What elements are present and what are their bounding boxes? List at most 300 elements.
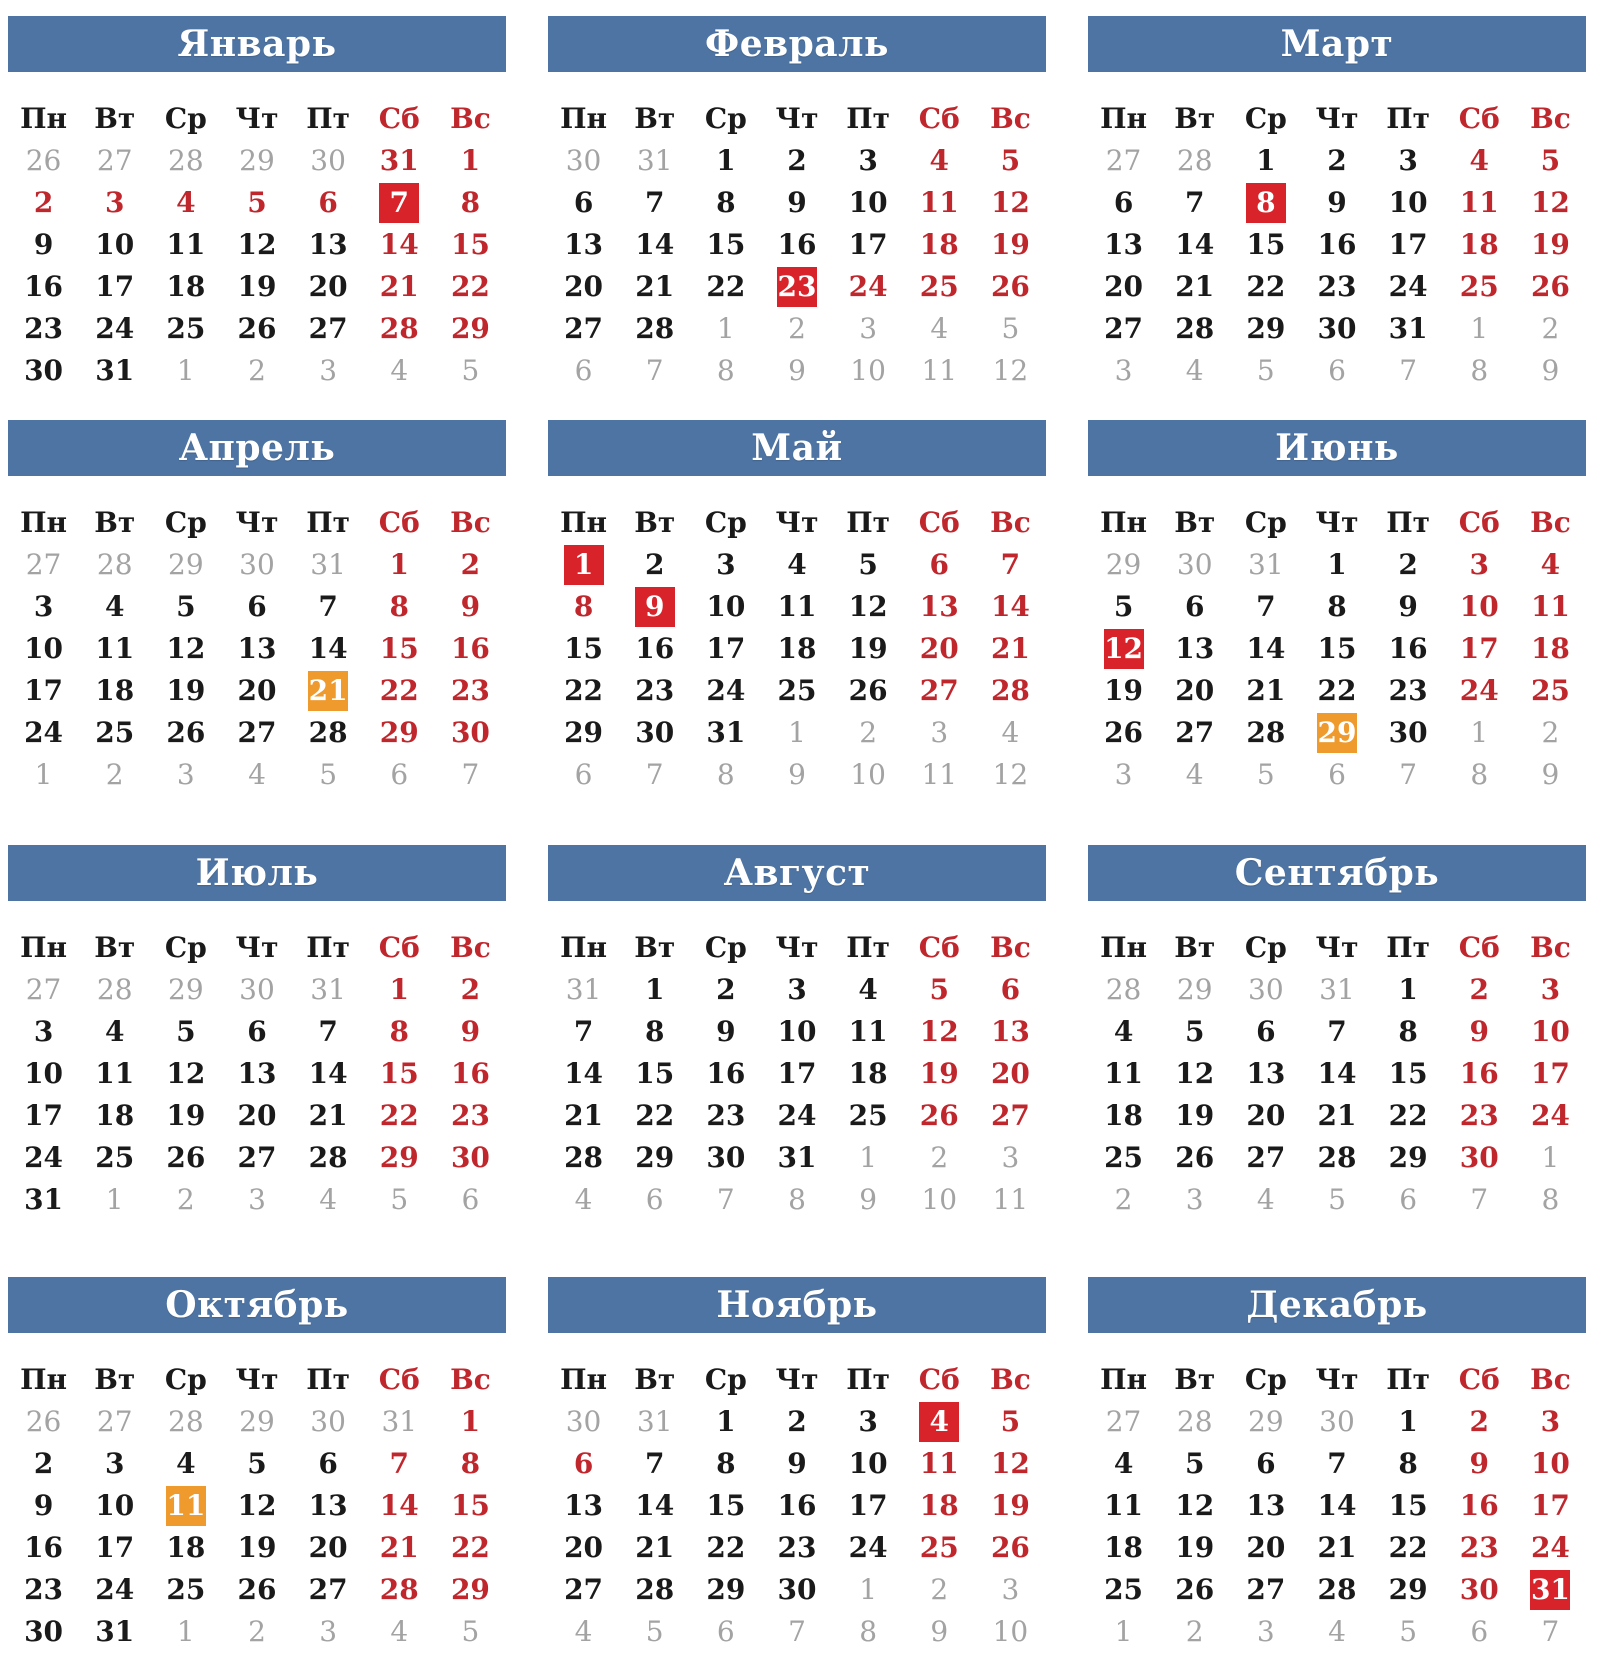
day-cell[interactable] <box>619 1611 690 1653</box>
day-cell[interactable] <box>79 628 150 670</box>
day-cell[interactable] <box>761 1485 832 1527</box>
day-cell[interactable] <box>833 1095 904 1137</box>
day-cell[interactable] <box>690 628 761 670</box>
day-cell[interactable] <box>293 544 364 586</box>
day-cell[interactable] <box>1515 1485 1586 1527</box>
day-cell[interactable] <box>150 1095 221 1137</box>
day-cell[interactable] <box>293 1485 364 1527</box>
day-cell[interactable] <box>1444 1443 1515 1485</box>
day-cell[interactable] <box>1230 350 1301 392</box>
day-cell[interactable] <box>1444 350 1515 392</box>
day-cell[interactable] <box>8 586 79 628</box>
day-cell[interactable] <box>1088 754 1159 796</box>
day-cell[interactable] <box>293 1443 364 1485</box>
day-cell[interactable] <box>1301 140 1372 182</box>
day-cell[interactable] <box>364 1401 435 1443</box>
day-cell[interactable] <box>1088 1401 1159 1443</box>
day-cell[interactable] <box>221 544 292 586</box>
day-cell[interactable] <box>1159 1611 1230 1653</box>
day-cell[interactable] <box>1444 1527 1515 1569</box>
day-cell[interactable] <box>1088 1179 1159 1221</box>
day-cell[interactable] <box>761 969 832 1011</box>
day-cell[interactable] <box>1373 1053 1444 1095</box>
day-cell[interactable] <box>150 1611 221 1653</box>
day-cell[interactable] <box>761 140 832 182</box>
day-cell[interactable] <box>1301 969 1372 1011</box>
day-cell[interactable] <box>904 544 975 586</box>
day-cell[interactable] <box>1373 350 1444 392</box>
day-cell[interactable] <box>1088 1095 1159 1137</box>
day-cell[interactable] <box>1444 712 1515 754</box>
day-cell[interactable] <box>690 1011 761 1053</box>
day-cell[interactable] <box>833 1137 904 1179</box>
day-cell[interactable] <box>221 1443 292 1485</box>
day-cell[interactable] <box>619 140 690 182</box>
day-cell[interactable] <box>79 1611 150 1653</box>
day-cell[interactable] <box>435 712 506 754</box>
day-cell[interactable] <box>150 969 221 1011</box>
day-cell[interactable] <box>1159 754 1230 796</box>
day-cell[interactable] <box>1230 1485 1301 1527</box>
day-cell[interactable] <box>1301 1611 1372 1653</box>
day-cell[interactable] <box>975 350 1046 392</box>
day-cell[interactable] <box>1301 1011 1372 1053</box>
day-cell[interactable] <box>293 182 364 224</box>
day-cell[interactable] <box>1301 628 1372 670</box>
day-cell[interactable] <box>1301 182 1372 224</box>
day-cell[interactable] <box>619 628 690 670</box>
day-cell[interactable] <box>1159 1401 1230 1443</box>
day-cell[interactable] <box>833 1401 904 1443</box>
day-cell[interactable] <box>1230 182 1301 224</box>
day-cell[interactable] <box>833 182 904 224</box>
day-cell[interactable] <box>1444 754 1515 796</box>
day-cell[interactable] <box>1515 1527 1586 1569</box>
day-cell[interactable] <box>79 308 150 350</box>
day-cell[interactable] <box>1515 1053 1586 1095</box>
day-cell[interactable] <box>761 670 832 712</box>
day-cell[interactable] <box>975 969 1046 1011</box>
day-cell[interactable] <box>975 1011 1046 1053</box>
day-cell[interactable] <box>8 1011 79 1053</box>
day-cell[interactable] <box>1301 224 1372 266</box>
day-cell[interactable] <box>221 628 292 670</box>
day-cell[interactable] <box>1373 308 1444 350</box>
day-cell[interactable] <box>690 308 761 350</box>
day-cell[interactable] <box>221 969 292 1011</box>
day-cell[interactable] <box>1373 754 1444 796</box>
day-cell[interactable] <box>293 140 364 182</box>
day-cell[interactable] <box>1230 224 1301 266</box>
day-cell[interactable] <box>833 1053 904 1095</box>
day-cell[interactable] <box>548 1401 619 1443</box>
day-cell[interactable] <box>619 712 690 754</box>
day-cell[interactable] <box>761 308 832 350</box>
day-cell[interactable] <box>975 670 1046 712</box>
day-cell[interactable] <box>8 628 79 670</box>
day-cell[interactable] <box>690 350 761 392</box>
day-cell[interactable] <box>435 1401 506 1443</box>
day-cell[interactable] <box>364 1611 435 1653</box>
day-cell[interactable] <box>761 224 832 266</box>
day-cell[interactable] <box>1159 969 1230 1011</box>
day-cell[interactable] <box>1230 1179 1301 1221</box>
day-cell[interactable] <box>435 1053 506 1095</box>
day-cell[interactable] <box>548 670 619 712</box>
day-cell[interactable] <box>1373 266 1444 308</box>
day-cell[interactable] <box>1159 266 1230 308</box>
day-cell[interactable] <box>975 224 1046 266</box>
day-cell[interactable] <box>975 754 1046 796</box>
day-cell[interactable] <box>975 182 1046 224</box>
day-cell[interactable] <box>79 544 150 586</box>
day-cell[interactable] <box>690 1095 761 1137</box>
day-cell[interactable] <box>8 1137 79 1179</box>
day-cell[interactable] <box>975 712 1046 754</box>
day-cell[interactable] <box>904 1011 975 1053</box>
day-cell[interactable] <box>1444 140 1515 182</box>
day-cell[interactable] <box>761 1443 832 1485</box>
day-cell[interactable] <box>221 224 292 266</box>
day-cell[interactable] <box>904 712 975 754</box>
day-cell[interactable] <box>221 712 292 754</box>
day-cell[interactable] <box>1301 1401 1372 1443</box>
day-cell[interactable] <box>904 308 975 350</box>
day-cell[interactable] <box>975 266 1046 308</box>
day-cell[interactable] <box>548 140 619 182</box>
day-cell[interactable] <box>904 586 975 628</box>
day-cell[interactable] <box>1515 969 1586 1011</box>
day-cell[interactable] <box>619 1401 690 1443</box>
day-cell[interactable] <box>833 1485 904 1527</box>
day-cell[interactable] <box>79 969 150 1011</box>
day-cell[interactable] <box>904 1179 975 1221</box>
day-cell[interactable] <box>1159 628 1230 670</box>
day-cell[interactable] <box>150 1485 221 1527</box>
day-cell[interactable] <box>904 754 975 796</box>
day-cell[interactable] <box>435 670 506 712</box>
day-cell[interactable] <box>1159 1443 1230 1485</box>
day-cell[interactable] <box>1515 308 1586 350</box>
day-cell[interactable] <box>1373 586 1444 628</box>
day-cell[interactable] <box>833 754 904 796</box>
day-cell[interactable] <box>8 1527 79 1569</box>
day-cell[interactable] <box>904 670 975 712</box>
day-cell[interactable] <box>364 1095 435 1137</box>
day-cell[interactable] <box>293 754 364 796</box>
day-cell[interactable] <box>1373 628 1444 670</box>
day-cell[interactable] <box>221 1485 292 1527</box>
day-cell[interactable] <box>8 1179 79 1221</box>
day-cell[interactable] <box>1230 308 1301 350</box>
day-cell[interactable] <box>364 182 435 224</box>
day-cell[interactable] <box>1159 1527 1230 1569</box>
day-cell[interactable] <box>150 182 221 224</box>
day-cell[interactable] <box>79 1485 150 1527</box>
day-cell[interactable] <box>1159 350 1230 392</box>
day-cell[interactable] <box>1515 266 1586 308</box>
day-cell[interactable] <box>8 754 79 796</box>
day-cell[interactable] <box>150 266 221 308</box>
day-cell[interactable] <box>150 308 221 350</box>
day-cell[interactable] <box>1373 1095 1444 1137</box>
day-cell[interactable] <box>619 670 690 712</box>
day-cell[interactable] <box>221 1137 292 1179</box>
day-cell[interactable] <box>435 754 506 796</box>
day-cell[interactable] <box>1159 140 1230 182</box>
day-cell[interactable] <box>1301 1443 1372 1485</box>
day-cell[interactable] <box>1301 1569 1372 1611</box>
day-cell[interactable] <box>435 1179 506 1221</box>
day-cell[interactable] <box>619 1179 690 1221</box>
day-cell[interactable] <box>619 544 690 586</box>
day-cell[interactable] <box>761 1179 832 1221</box>
day-cell[interactable] <box>1088 1011 1159 1053</box>
day-cell[interactable] <box>1159 1137 1230 1179</box>
day-cell[interactable] <box>435 140 506 182</box>
day-cell[interactable] <box>761 1137 832 1179</box>
day-cell[interactable] <box>79 224 150 266</box>
day-cell[interactable] <box>1230 586 1301 628</box>
day-cell[interactable] <box>833 670 904 712</box>
day-cell[interactable] <box>150 1527 221 1569</box>
day-cell[interactable] <box>221 1527 292 1569</box>
day-cell[interactable] <box>221 1401 292 1443</box>
day-cell[interactable] <box>548 224 619 266</box>
day-cell[interactable] <box>761 1611 832 1653</box>
day-cell[interactable] <box>548 1179 619 1221</box>
day-cell[interactable] <box>293 1401 364 1443</box>
day-cell[interactable] <box>975 1137 1046 1179</box>
day-cell[interactable] <box>690 140 761 182</box>
day-cell[interactable] <box>293 1011 364 1053</box>
day-cell[interactable] <box>833 1569 904 1611</box>
day-cell[interactable] <box>548 969 619 1011</box>
day-cell[interactable] <box>904 1443 975 1485</box>
day-cell[interactable] <box>1159 182 1230 224</box>
day-cell[interactable] <box>975 628 1046 670</box>
day-cell[interactable] <box>619 1527 690 1569</box>
day-cell[interactable] <box>364 969 435 1011</box>
day-cell[interactable] <box>1515 1611 1586 1653</box>
day-cell[interactable] <box>1515 712 1586 754</box>
day-cell[interactable] <box>761 754 832 796</box>
day-cell[interactable] <box>1088 969 1159 1011</box>
day-cell[interactable] <box>975 1095 1046 1137</box>
day-cell[interactable] <box>904 1569 975 1611</box>
day-cell[interactable] <box>904 1095 975 1137</box>
day-cell[interactable] <box>1373 224 1444 266</box>
day-cell[interactable] <box>904 1401 975 1443</box>
day-cell[interactable] <box>8 308 79 350</box>
day-cell[interactable] <box>690 670 761 712</box>
day-cell[interactable] <box>293 628 364 670</box>
day-cell[interactable] <box>833 712 904 754</box>
day-cell[interactable] <box>150 544 221 586</box>
day-cell[interactable] <box>690 1443 761 1485</box>
day-cell[interactable] <box>8 969 79 1011</box>
day-cell[interactable] <box>1301 1137 1372 1179</box>
day-cell[interactable] <box>761 182 832 224</box>
day-cell[interactable] <box>1088 586 1159 628</box>
day-cell[interactable] <box>1088 1485 1159 1527</box>
day-cell[interactable] <box>1230 1053 1301 1095</box>
day-cell[interactable] <box>8 1611 79 1653</box>
day-cell[interactable] <box>1088 182 1159 224</box>
day-cell[interactable] <box>8 1569 79 1611</box>
day-cell[interactable] <box>690 1179 761 1221</box>
day-cell[interactable] <box>79 1095 150 1137</box>
day-cell[interactable] <box>1088 1053 1159 1095</box>
day-cell[interactable] <box>904 969 975 1011</box>
day-cell[interactable] <box>293 1179 364 1221</box>
day-cell[interactable] <box>690 754 761 796</box>
day-cell[interactable] <box>548 1611 619 1653</box>
day-cell[interactable] <box>1444 224 1515 266</box>
day-cell[interactable] <box>1088 670 1159 712</box>
day-cell[interactable] <box>293 586 364 628</box>
day-cell[interactable] <box>364 1569 435 1611</box>
day-cell[interactable] <box>435 628 506 670</box>
day-cell[interactable] <box>435 1095 506 1137</box>
day-cell[interactable] <box>1159 586 1230 628</box>
day-cell[interactable] <box>1444 969 1515 1011</box>
day-cell[interactable] <box>1159 1179 1230 1221</box>
day-cell[interactable] <box>904 1527 975 1569</box>
day-cell[interactable] <box>435 1137 506 1179</box>
day-cell[interactable] <box>548 1011 619 1053</box>
day-cell[interactable] <box>221 754 292 796</box>
day-cell[interactable] <box>1301 1053 1372 1095</box>
day-cell[interactable] <box>1515 1095 1586 1137</box>
day-cell[interactable] <box>1301 1485 1372 1527</box>
day-cell[interactable] <box>364 1485 435 1527</box>
day-cell[interactable] <box>761 1569 832 1611</box>
day-cell[interactable] <box>619 350 690 392</box>
day-cell[interactable] <box>364 544 435 586</box>
day-cell[interactable] <box>364 1443 435 1485</box>
day-cell[interactable] <box>1444 1611 1515 1653</box>
day-cell[interactable] <box>8 670 79 712</box>
day-cell[interactable] <box>364 1137 435 1179</box>
day-cell[interactable] <box>548 308 619 350</box>
day-cell[interactable] <box>435 266 506 308</box>
day-cell[interactable] <box>904 1137 975 1179</box>
day-cell[interactable] <box>435 1527 506 1569</box>
day-cell[interactable] <box>619 754 690 796</box>
day-cell[interactable] <box>8 1053 79 1095</box>
day-cell[interactable] <box>904 1485 975 1527</box>
day-cell[interactable] <box>150 1011 221 1053</box>
day-cell[interactable] <box>1373 1485 1444 1527</box>
day-cell[interactable] <box>1230 1611 1301 1653</box>
day-cell[interactable] <box>690 1527 761 1569</box>
day-cell[interactable] <box>435 350 506 392</box>
day-cell[interactable] <box>150 754 221 796</box>
day-cell[interactable] <box>619 224 690 266</box>
day-cell[interactable] <box>79 1053 150 1095</box>
day-cell[interactable] <box>435 182 506 224</box>
day-cell[interactable] <box>833 350 904 392</box>
day-cell[interactable] <box>79 670 150 712</box>
day-cell[interactable] <box>833 1443 904 1485</box>
day-cell[interactable] <box>975 1401 1046 1443</box>
day-cell[interactable] <box>364 308 435 350</box>
day-cell[interactable] <box>1088 1569 1159 1611</box>
day-cell[interactable] <box>975 1527 1046 1569</box>
day-cell[interactable] <box>904 266 975 308</box>
day-cell[interactable] <box>1373 140 1444 182</box>
day-cell[interactable] <box>8 544 79 586</box>
day-cell[interactable] <box>761 1011 832 1053</box>
day-cell[interactable] <box>435 308 506 350</box>
day-cell[interactable] <box>1373 1527 1444 1569</box>
day-cell[interactable] <box>548 1137 619 1179</box>
day-cell[interactable] <box>8 266 79 308</box>
day-cell[interactable] <box>150 586 221 628</box>
day-cell[interactable] <box>79 1011 150 1053</box>
day-cell[interactable] <box>364 224 435 266</box>
day-cell[interactable] <box>975 1611 1046 1653</box>
day-cell[interactable] <box>150 628 221 670</box>
day-cell[interactable] <box>1515 544 1586 586</box>
day-cell[interactable] <box>761 1053 832 1095</box>
day-cell[interactable] <box>690 1611 761 1653</box>
day-cell[interactable] <box>1373 1569 1444 1611</box>
day-cell[interactable] <box>1230 1527 1301 1569</box>
day-cell[interactable] <box>221 1179 292 1221</box>
day-cell[interactable] <box>221 182 292 224</box>
day-cell[interactable] <box>293 969 364 1011</box>
day-cell[interactable] <box>904 350 975 392</box>
day-cell[interactable] <box>293 224 364 266</box>
day-cell[interactable] <box>1301 712 1372 754</box>
day-cell[interactable] <box>1373 544 1444 586</box>
day-cell[interactable] <box>619 1011 690 1053</box>
day-cell[interactable] <box>548 350 619 392</box>
day-cell[interactable] <box>221 1011 292 1053</box>
day-cell[interactable] <box>548 628 619 670</box>
day-cell[interactable] <box>619 266 690 308</box>
day-cell[interactable] <box>293 266 364 308</box>
day-cell[interactable] <box>548 586 619 628</box>
day-cell[interactable] <box>548 544 619 586</box>
day-cell[interactable] <box>1159 224 1230 266</box>
day-cell[interactable] <box>548 1527 619 1569</box>
day-cell[interactable] <box>1159 712 1230 754</box>
day-cell[interactable] <box>619 1137 690 1179</box>
day-cell[interactable] <box>1515 670 1586 712</box>
day-cell[interactable] <box>904 182 975 224</box>
day-cell[interactable] <box>833 544 904 586</box>
day-cell[interactable] <box>1373 1137 1444 1179</box>
day-cell[interactable] <box>690 712 761 754</box>
day-cell[interactable] <box>1444 1137 1515 1179</box>
day-cell[interactable] <box>1088 1443 1159 1485</box>
day-cell[interactable] <box>79 1443 150 1485</box>
day-cell[interactable] <box>364 1179 435 1221</box>
day-cell[interactable] <box>1230 1137 1301 1179</box>
day-cell[interactable] <box>1444 628 1515 670</box>
day-cell[interactable] <box>1373 1401 1444 1443</box>
day-cell[interactable] <box>293 1095 364 1137</box>
day-cell[interactable] <box>761 628 832 670</box>
day-cell[interactable] <box>975 1485 1046 1527</box>
day-cell[interactable] <box>690 1401 761 1443</box>
day-cell[interactable] <box>1230 1401 1301 1443</box>
day-cell[interactable] <box>1515 182 1586 224</box>
day-cell[interactable] <box>79 1527 150 1569</box>
